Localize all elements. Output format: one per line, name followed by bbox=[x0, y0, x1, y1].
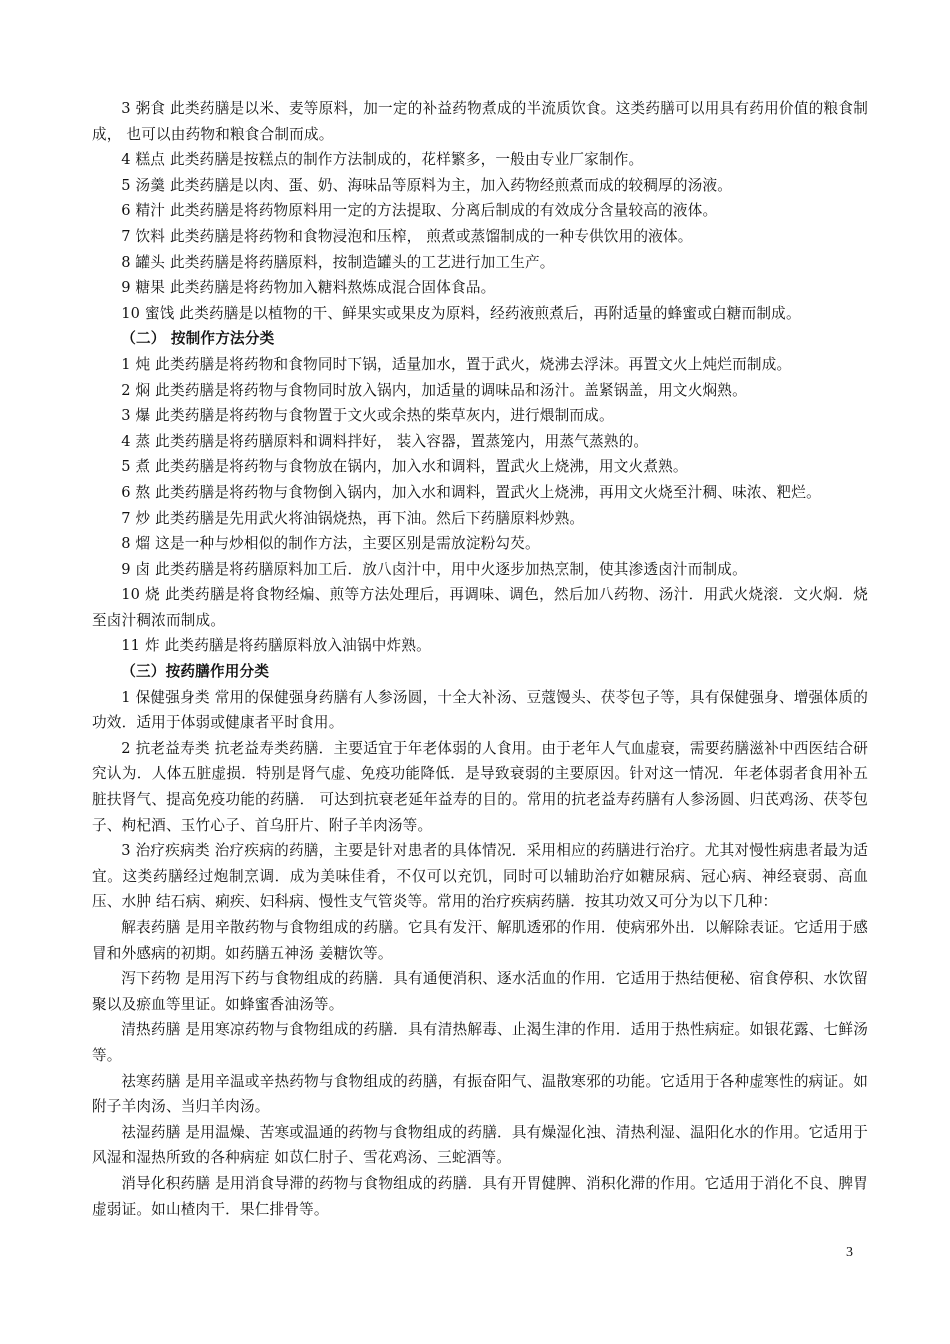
body-paragraph: 5 汤羹 此类药膳是以肉、蛋、奶、海味品等原料为主，加入药物经煎煮而成的较稠厚的汤液。 bbox=[121, 176, 733, 194]
body-paragraph: 10 烧 此类药膳是将食物经煸、煎等方法处理后，再调味、调色，然后加八药物、汤汁．用武火烧滚．文火焖．烧至卤汁稠浓而制成。 bbox=[92, 586, 868, 629]
body-paragraph: 1 保健强身类 常用的保健强身药膳有人参汤圆，十全大补汤、豆蔻馒头、茯苓包子等，具有保健强身、增强体质的功效．适用于体弱或健康者平时食用。 bbox=[92, 688, 868, 732]
body-paragraph: 9 糖果 此类药膳是将药物加入糖料熬炼成混合固体食品。 bbox=[121, 279, 496, 297]
body-paragraph: 6 精汁 此类药膳是将药物原料用一定的方法提取、分离后制成的有效成分含量较高的液体。 bbox=[121, 202, 718, 220]
document-body bbox=[92, 96, 868, 1222]
body-paragraph: 11 炸 此类药膳是将药膳原料放入油锅中炸熟。 bbox=[121, 637, 431, 655]
section-heading: （二） 按制作方法分类 bbox=[121, 330, 275, 348]
body-paragraph: 3 治疗疾病类 治疗疾病的药膳，主要是针对患者的具体情况．采用相应的药膳进行治疗。尤其对慢性病患者最为适宜。这类药膳经过炮制烹调．成为美味佳肴，不仅可以充饥，同时可以辅助治疗如糖尿病、冠心病、神经衰弱、高血压、水肿 结石病、痢疾、妇科病、慢性支气管炎等。常用的治疗疾病药膳．按其功效又可分为以下几种： bbox=[92, 842, 868, 911]
body-paragraph: 3 爆 此类药膳是将药物与食物置于文火或余热的柴草灰内，进行煨制而成。 bbox=[121, 407, 614, 425]
body-paragraph: 清热药膳 是用寒凉药物与食物组成的药膳．具有清热解毒、止渴生津的作用．适用于热性病症。如银花露、七鲜汤等。 bbox=[92, 1021, 868, 1064]
body-paragraph: 9 卤 此类药膳是将药膳原料加工后．放八卤汁中，用中火逐步加热烹制，使其渗透卤汁而制成。 bbox=[121, 560, 747, 578]
body-paragraph: 7 炒 此类药膳是先用武火将油锅烧热，再下油。然后下药膳原料炒熟。 bbox=[121, 509, 585, 527]
body-paragraph: 5 煮 此类药膳是将药物与食物放在锅内，加入水和调料，置武火上烧沸，用文火煮熟。 bbox=[121, 458, 688, 476]
body-paragraph: 4 糕点 此类药膳是按糕点的制作方法制成的，花样繁多，一般由专业厂家制作。 bbox=[121, 151, 644, 169]
body-paragraph: 4 蒸 此类药膳是将药膳原料和调料拌好， 装入容器，置蒸笼内，用蒸气蒸熟的。 bbox=[121, 432, 649, 450]
body-paragraph: 解表药膳 是用辛散药物与食物组成的药膳。它具有发汗、解肌透邪的作用．使病邪外出．以解除表证。它适用于感冒和外感病的初期。如药膳五神汤 姜糖饮等。 bbox=[92, 919, 868, 962]
section-heading: （三）按药膳作用分类 bbox=[121, 663, 270, 681]
body-paragraph: 8 熘 这是一种与炒相似的制作方法，主要区别是需放淀粉勾芡。 bbox=[121, 535, 540, 553]
body-paragraph: 祛寒药膳 是用辛温或辛热药物与食物组成的药膳，有振奋阳气、温散寒邪的功能。它适用于各种虚寒性的病证。如附子羊肉汤、当归羊肉汤。 bbox=[92, 1072, 868, 1116]
body-paragraph: 8 罐头 此类药膳是将药膳原料，按制造罐头的工艺进行加工生产。 bbox=[121, 253, 555, 271]
body-paragraph: 1 炖 此类药膳是将药物和食物同时下锅，适量加水，置于武火，烧沸去浮沫。再置文火上炖烂而制成。 bbox=[121, 355, 792, 373]
body-paragraph: 3 粥食 此类药膳是以米、麦等原料，加一定的补益药物煮成的半流质饮食。这类药膳可以用具有药用价值的粮食制成， 也可以由药物和粮食合制而成。 bbox=[92, 100, 868, 143]
body-paragraph: 7 饮料 此类药膳是将药物和食物浸泡和压榨， 煎煮或蒸馏制成的一种专供饮用的液体。 bbox=[121, 227, 693, 245]
body-paragraph: 6 熬 此类药膳是将药物与食物倒入锅内，加入水和调料，置武火上烧沸，再用文火烧至汁稠、味浓、粑烂。 bbox=[121, 483, 821, 501]
body-paragraph: 10 蜜饯 此类药膳是以植物的干、鲜果实或果皮为原料，经药液煎煮后，再附适量的蜂蜜或白糖而制成。 bbox=[121, 304, 801, 322]
body-paragraph: 泻下药物 是用泻下药与食物组成的药膳．具有通便消积、逐水活血的作用．它适用于热结便秘、宿食停积、水饮留聚以及瘀血等里证。如蜂蜜香油汤等。 bbox=[92, 970, 868, 1013]
body-paragraph: 2 抗老益寿类 抗老益寿类药膳．主要适宜于年老体弱的人食用。由于老年人气血虚衰，需要药膳滋补中西医结合研究认为．人体五脏虚损．特别是肾气虚、免疫功能降低．是导致衰弱的主要原因。针对这一情况．年老体弱者食用补五脏扶肾气、提高免疫功能的药膳． 可达到抗衰老延年益寿的目的。常用的抗老益寿药膳有人参汤圆、归芪鸡汤、茯苓包子、枸杞酒、玉竹心子、首乌肝片、附子羊肉汤等。 bbox=[92, 739, 868, 834]
body-paragraph: 祛湿药膳 是用温燥、苦寒或温通的药物与食物组成的药膳．具有燥湿化浊、清热利湿、温阳化水的作用。它适用于风湿和湿热所致的各种病症 如苡仁肘子、雪花鸡汤、三蛇酒等。 bbox=[92, 1123, 868, 1167]
body-paragraph: 消导化积药膳 是用消食导滞的药物与食物组成的药膳．具有开胃健脾、消积化滞的作用。它适用于消化不良、脾胃虚弱证。如山楂肉干．果仁排骨等。 bbox=[92, 1174, 868, 1218]
body-paragraph: 2 焖 此类药膳是将药物与食物同时放入锅内，加适量的调味品和汤汁。盖紧锅盖，用文火焖熟。 bbox=[121, 381, 747, 399]
page-number: 3 bbox=[846, 1245, 853, 1260]
